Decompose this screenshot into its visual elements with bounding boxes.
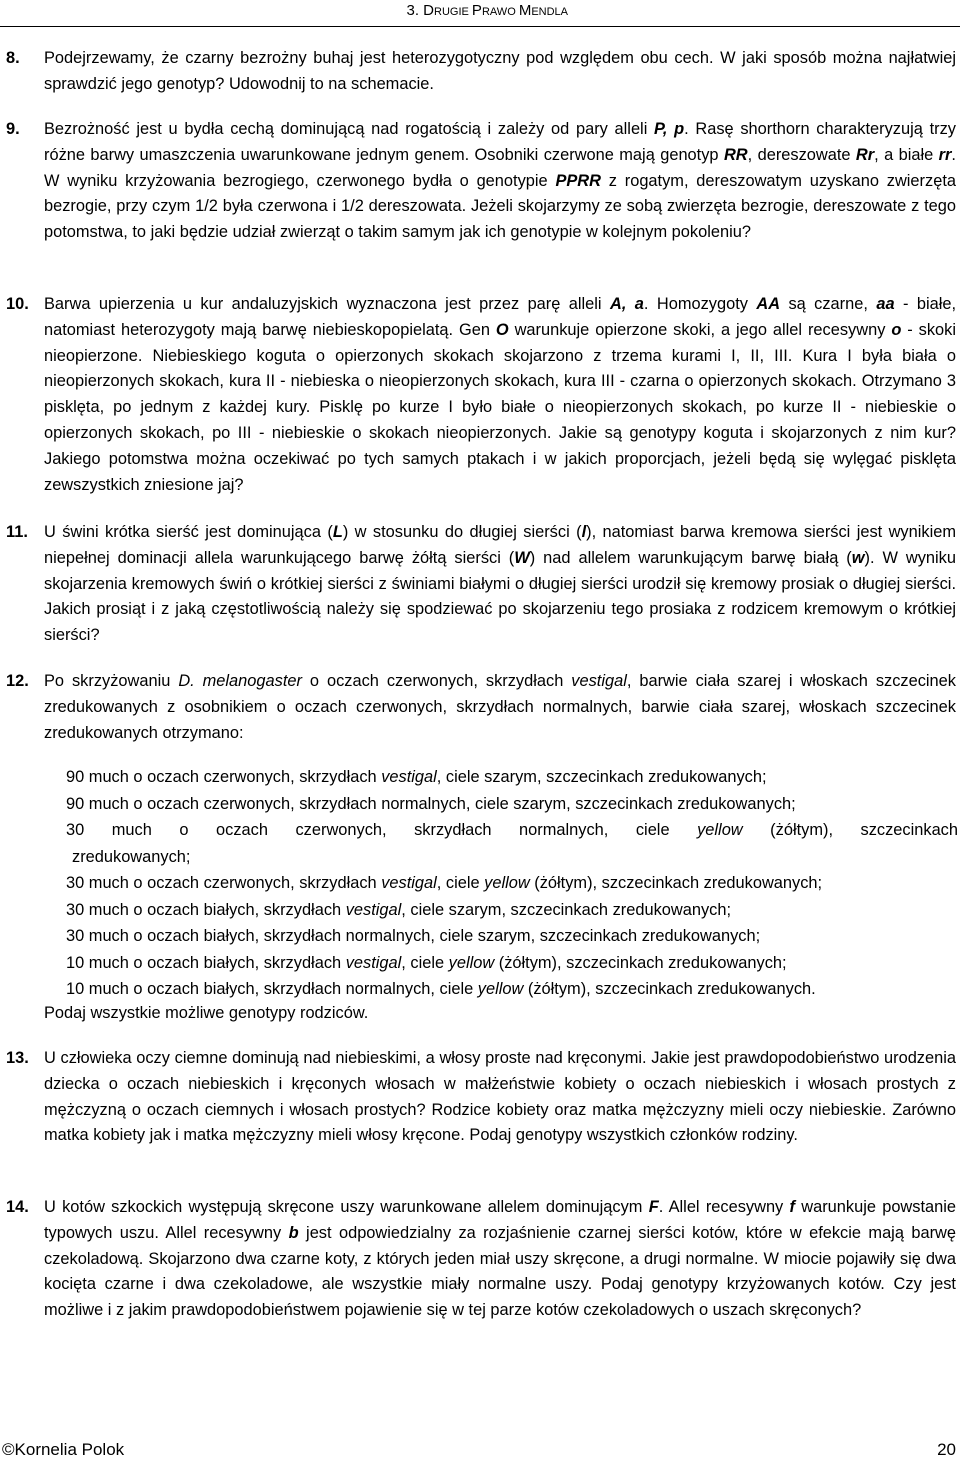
problem-number: 11. [6,523,28,541]
problem-text: U człowieka oczy ciemne dominują nad niebieskimi, a włosy proste nad kręconymi. Jakie jest prawdopodobieństwo urodzenia dziecka o oczach niebieskich i kręconych włosach w małżeństwie kobiety o oczach niebieskich i włosach prostych z mężczyzną o oczach ciemnych i włosach prostych? Rodzice kobiety oraz matka mężczyzny mieli oczy niebieskie. Zarówno matka kobiety jak i matka mężczyzny mieli włosy kręcone. Podaj genotypy wszystkich członków rodziny. [44,1049,956,1145]
problem-text: Barwa upierzenia u kur andaluzyjskich wyznaczona jest przez parę alleli A, a. Homozygoty AA są czarne, aa - białe, natomiast heterozygoty mają barwę niebieskopopielatą. Gen O warunkuje opierzone skoki, a jego allel recesywny o - skoki nieopierzone. Niebieskiego koguta o opierzonych skokach skojarzono z trzema kurami I, II, III. Kura I była biała o nieopierzonych skokach, kura II - niebieska o nieopierzonych skokach, kura III - czarna o opierzonych skokach. Otrzymano 3 pisklęta, po jednym z każdej kury. Pisklę po kurze I było białe o nieopierzonych skokach, po kurze II - niebieskie o opierzonych skokach, po III - niebieskie o skokach nieopierzonych. Jakie są genotypy koguta i skojarzonych z nim kur? Jakiego potomstwa można oczekiwać po tych samych ptakach i w jakich proporcjach, jeżeli będą się wylęgać pisklęta zewszystkich zniesione jaj? [44,295,957,494]
list-item: 10 much o oczach białych, skrzydłach normalnych, ciele yellow (żółtym), szczecinkach zredukowanych. [66,980,816,998]
running-header: 3. DRUGIE PRAWO MENDLA [406,2,568,19]
list-item: 30 much o oczach białych, skrzydłach vestigal, ciele szarym, szczecinkach zredukowanych; [66,900,732,919]
problem-text: U świni krótka sierść jest dominująca (L) w stosunku do długiej sierści (l), natomiast barwa kremowa sierści jest wynikiem niepełnej dominacji allela warunkującego barwę żółtą sierści (W) nad allelem warunkującym barwę białą (w). W wyniku skojarzenia kremowych świń o krótkiej sierści z świniami białymi o długiej sierści urodził się kremowy prosiak o długiej sierści. Jakich prosiąt i z jaką częstotliwością należy się spodziewać po skojarzeniu tego prosiaka z rodzicem kremowym o krótkiej sierści? [44,523,956,645]
list-item: 30 much o oczach czerwonych, skrzydłach normalnych, ciele yellow (żółtym), szczecinkach [66,821,958,839]
problem-11 [6,520,956,649]
list-item: 90 much o oczach czerwonych, skrzydłach normalnych, ciele szarym, szczecinkach zredukowanych; [66,794,796,813]
problem-10 [6,292,956,498]
problem-number: 14. [6,1198,29,1216]
problem-text: Po skrzyżowaniu D. melanogaster o oczach czerwonych, skrzydłach vestigal, barwie ciała szarej i włoskach szczecinek zredukowanych z osobnikiem o oczach czerwonych, skrzydłach normalnych, barwie ciała szarej, włoskach szczecinek zredukowanych otrzymano: [44,672,956,742]
problem-text: Bezrożność jest u bydła cechą dominującą nad rogatością i zależy od pary alleli P, p. Rasę shorthorn charakteryzują trzy różne barwy umaszczenia uwarunkowane jednym genem. Osobniki czerwone mają genotyp RR, dereszowate Rr, a białe rr. W wyniku krzyżowania bezrogiego, czerwonego bydła o genotypie PPRR z rogatym, dereszowatym uzyskano zwierzęta bezrogie, przy czym 1/2 była czerwona i 1/2 dereszowata. Jeżeli skojarzymy ze sobą zwierzęta bezrogie, dereszowate z tego potomstwa, to jaki będzie udział zwierząt o takim samym jak ich genotypie w kolejnym pokoleniu? [44,120,956,242]
list-item: 30 much o oczach białych, skrzydłach normalnych, ciele szarym, szczecinkach zredukowanych; [66,927,761,945]
list-item: 90 much o oczach czerwonych, skrzydłach vestigal, ciele szarym, szczecinkach zredukowanych; [66,768,767,786]
problem-13 [6,1046,956,1149]
list-item-continuation: zredukowanych; [72,847,191,866]
list-item: 30 much o oczach czerwonych, skrzydłach vestigal, ciele yellow (żółtym), szczecinkach zredukowanych; [66,874,823,892]
problem-9 [6,117,956,246]
problem-number: 12. [6,672,29,690]
page-number: 20 [937,1440,956,1459]
problem-number: 10. [6,295,29,313]
problem-12-question: Podaj wszystkie możliwe genotypy rodziców. [44,1004,369,1022]
problem-text: Podejrzewamy, że czarny bezrożny buhaj jest heterozygotyczny pod względem obu cech. W jaki sposób można najłatwiej sprawdzić jego genotyp? Udowodnij to na schemacie. [44,49,956,93]
list-item: 10 much o oczach białych, skrzydłach vestigal, ciele yellow (żółtym), szczecinkach zredukowanych; [66,953,787,972]
problem-number: 9. [6,120,20,138]
problem-number: 13. [6,1049,29,1067]
problem-number: 8. [6,49,20,67]
problem-text: U kotów szkockich występują skręcone uszy warunkowane allelem dominującym F. Allel recesywny f warunkuje powstanie typowych uszu. Allel recesywny b jest odpowiedzialny za rozjaśnienie czarnej sierści kotów, które w efekcie mają barwę czekoladową. Skojarzono dwa czarne koty, z których jeden miał uszy skręcone, a drugi normalne. W miocie pojawiły się dwa kocięta czarne i dwa czekoladowe, ale wszystkie miały normalne uszy. Podaj genotypy krzyżowanych kotów. Czy jest możliwe i z jakim prawdopodobieństwem pojawienie się w tej parze kotów czekoladowych o uszach skręconych? [44,1198,957,1320]
problem-8 [6,46,956,98]
offspring-list [66,764,958,1003]
problem-12 [6,669,956,746]
header-rule [0,26,960,27]
problem-14 [6,1195,956,1324]
footer-author: ©Kornelia Polok [2,1440,125,1459]
